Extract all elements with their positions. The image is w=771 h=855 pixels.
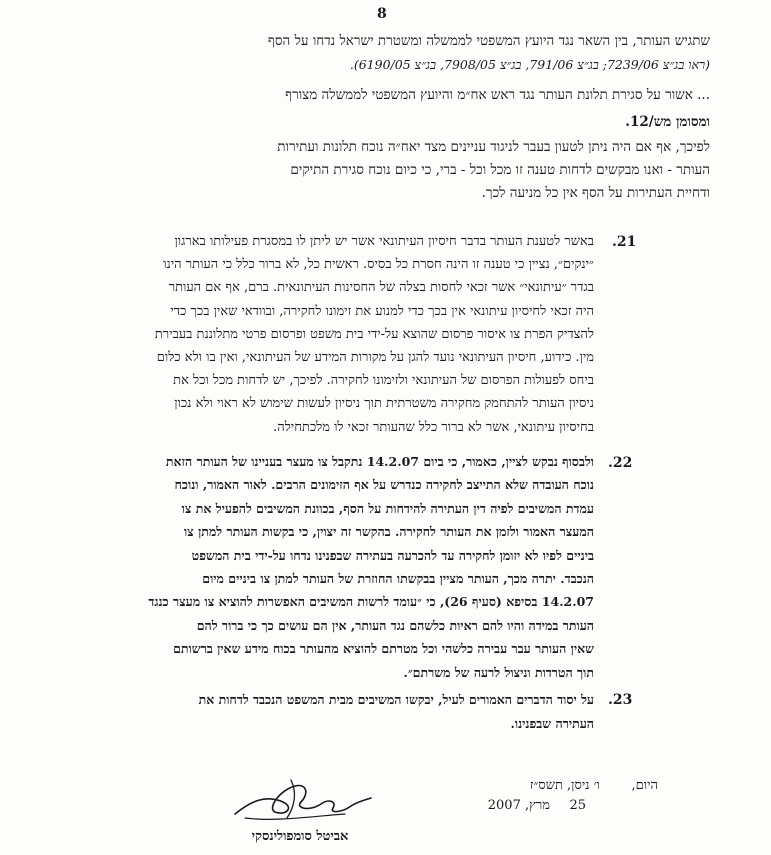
text-line: עמדת המשיבים לפיה דין העתירה להידחות על הסף, בכוונת המשיבים להפעיל את צו	[181, 500, 594, 516]
text-line: ולבסוף נבקש לציין, כאמור, כי ביום 14.2.07 נתקבל צו מעצר בעניינו של העותר הזאת	[165, 454, 594, 469]
summary-block	[146, 136, 710, 205]
text-line: תוך הטרדות וניצול לרעה של משרתם״.	[403, 664, 594, 680]
text-line: המעצר האמור ולזמן את העותר לחקירה. בהקשר זה יצוין, כי בקשות העותר למתן צו	[183, 524, 594, 540]
signer-name: אביטל סומפולינסקי	[251, 829, 349, 844]
text-line: בגדר ״עיתונאי״ אשר זכאי לחסות בצלה של החסינות העיתונאית. ברם, אף אם העותר	[168, 280, 594, 296]
gregorian-month-year: מרץ, 2007	[487, 798, 550, 813]
text-line: ניסיון העותר להתחמק מחקירה משטרתית תוך ניסיון לעשות שימוש לא ראוי ולא נכון	[174, 396, 594, 412]
text-line: ביניים לפיו לא יזומן לחקירה עד להכרעה בעתירה שבפנינו נדחו על-ידי בית המשפט	[191, 547, 594, 563]
text-line: העותר - ואנו מבקשים לדחות טענה זו מכל וכל - ברי, כי כיום נוכח סגירת התיקים	[290, 162, 710, 178]
text-line: להצדיק הפרת צו איסור פרסום שהוצא על-ידי בית משפט ופרסום פרטי מתלוננת בעבירת	[154, 326, 594, 342]
text-line: בחיסיון עיתונאי, אשר לא ברור כלל שהעותר זכאי לו מלכתחילה.	[273, 419, 594, 435]
gregorian-day: 25	[569, 798, 586, 813]
text-line: ... אשור על סגירת תלונת העותר נגד ראש אח״מ והיועץ המשפטי לממשלה מצורף	[285, 87, 710, 103]
text-line: היה זכאי לחיסיון עיתונאי אין בכך כדי למנוע את זימונו לחקירה, ובוודאי שאין בכך כדי	[170, 303, 594, 319]
paragraph-number: .22	[608, 455, 633, 471]
paragraph-number: .21	[612, 234, 637, 250]
page-number: 8	[377, 6, 387, 22]
handwritten-signature	[225, 772, 375, 832]
text-line: ביחס לפעולות הפרסום של העיתונאי ולזימונו לחקירה. לפיכך, יש לדחות מכל וכל את	[173, 373, 594, 389]
text-line: 14.2.07 בסיפא (סעיף 26), כי ״עומד לרשות המשיבים האפשרות להוציא צו מעצר כנגד	[148, 594, 594, 610]
hebrew-date: ו׳ ניסן, תשס״ז	[529, 778, 600, 793]
text-line: הנכבד. יתרה מכך, העותר מציין בבקשתו החוזרת של העותר למתן צו ביניים מיום	[202, 571, 594, 587]
text-line: ודחיית העתירות על הסף אין כל מניעה לכך.	[481, 185, 710, 201]
paragraph-23	[66, 688, 594, 736]
text-line: באשר לטענת העותר בדבר חיסיון העיתונאי אשר יש ליתן לו במסגרת פעילותו בארגון	[174, 234, 594, 249]
paragraph-number: .23	[608, 692, 633, 708]
text-line: על יסוד הדברים האמורים לעיל, יבקשו המשיבים מבית המשפט הנכבד לדחות את	[198, 692, 594, 707]
text-line: העותר במידה והיו להם ראיות כלשהם נגד העותר, אין הם עושים כך כי ברור להם	[196, 617, 594, 633]
text-line: נוכח העובדה שלא התייצב לחקירה כנדרש על אף הזימונים הרבים. לאור האמור, ונוכח	[174, 477, 594, 493]
paragraph-21	[66, 230, 594, 439]
text-line: לפיכך, אף אם היה ניתן לטעון בעבר לניגוד עניינים מצד יאח״ה נוכח תלונות ועתירות	[277, 139, 710, 155]
text-line: העתירה שבפנינו.	[510, 716, 594, 731]
date-label: היום,	[631, 778, 658, 793]
text-line: שאין העותר עבר עבירה כלשהי וכל מטרתם להוציא מהעותר בכוח מידע שאין ברשותם	[173, 641, 594, 657]
paragraph-22	[66, 450, 594, 684]
top-block	[66, 30, 710, 134]
text-line: שתגיש העותר, בין השאר נגד היועץ המשפטי לממשלה ומשטרת ישראל נדחו על הסף	[267, 33, 710, 49]
text-line: (ראו בג״צ 7239/06; בג״צ 791/06, בג״צ 7908/05, בג״צ 6190/05).	[349, 57, 710, 72]
text-line: ומסומן מש/12.	[625, 114, 710, 130]
text-line: ״ינקים״, נציין כי טענה זו הינה חסרת כל בסיס. ראשית כל, לא ברור כלל כי העותר הינו	[163, 257, 594, 273]
text-line: מין. כידוע, חיסיון העיתונאי נועד להגן על מקורות המידע של העיתונאי, ואין בו ולא כלום	[156, 350, 594, 366]
